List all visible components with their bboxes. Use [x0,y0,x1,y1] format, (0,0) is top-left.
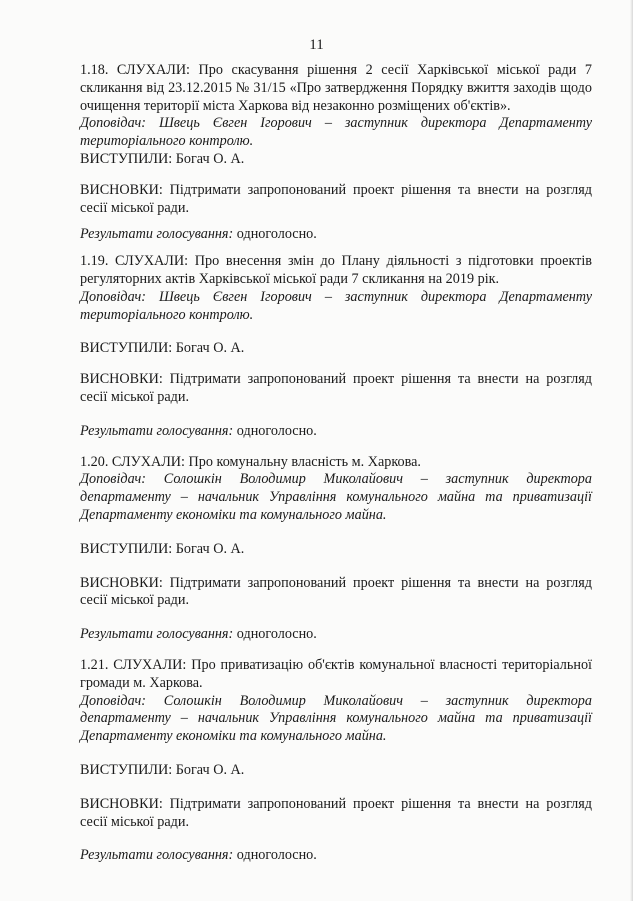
vote-value: одноголосно. [233,422,317,439]
vote-label: Результати голосування: [80,626,234,643]
vote-label: Результати голосування: [80,422,234,439]
conclusion-text: ВИСНОВКИ: Підтримати запропонований проект рішення та внести на розгляд сесії міської ради. [80,181,592,216]
heard-text: 1.21. СЛУХАЛИ: Про приватизацію об'єктів комунальної власності територіальної громади м. Харкова. [80,656,592,691]
heard-text: 1.20. СЛУХАЛИ: Про комунальну власність м. Харкова. [80,453,421,470]
page-number: 11 [309,37,324,53]
spoke-text: ВИСТУПИЛИ: Богач О. А. [80,761,245,778]
speaker-text: Доповідач: Швець Євген Ігорович – заступник директора Департаменту територіального контролю. [80,115,592,150]
vote-value: одноголосно. [233,226,317,243]
vote-result [80,423,592,441]
speaker-text: Доповідач: Солошкін Володимир Миколайович – заступник директора департаменту – начальник Управління комунального майна та приватизації Департаменту економіки та комунального майна. [80,471,592,523]
vote-result [80,626,592,644]
agenda-item-1-20 [80,454,592,644]
vote-value: одноголосно. [233,847,317,864]
spoke-text: ВИСТУПИЛИ: Богач О. А. [80,540,245,557]
vote-result [80,847,592,865]
vote-value: одноголосно. [233,626,317,643]
speaker-text: Доповідач: Солошкін Володимир Миколайович – заступник директора департаменту – начальник Управління комунального майна та приватизації Департаменту економіки та комунального майна. [80,692,592,745]
agenda-item-1-19 [80,253,592,440]
spoke-text: ВИСТУПИЛИ: Богач О. А. [80,150,245,167]
heard-text: 1.19. СЛУХАЛИ: Про внесення змін до Плану діяльності з підготовки проектів регуляторних актів Харківської міської ради 7 скликання на 2019 рік. [80,253,592,287]
vote-result [80,226,592,244]
agenda-item-1-21 [80,657,592,865]
speaker-text: Доповідач: Швець Євген Ігорович – заступник директора Департаменту територіального контролю. [80,288,592,323]
vote-label: Результати голосування: [80,847,234,864]
conclusion-text: ВИСНОВКИ: Підтримати запропонований проект рішення та внести на розгляд сесії міської ради. [80,574,592,609]
heard-text: 1.18. СЛУХАЛИ: Про скасування рішення 2 сесії Харківської міської ради 7 скликання від 23.12.2015 № 31/15 «Про затвердження Порядку вжиття заходів щодо очищення території міста Харкова від незаконно розміщених об'єктів». [80,62,592,114]
spoke-text: ВИСТУПИЛИ: Богач О. А. [80,340,245,357]
agenda-item-1-18 [80,62,592,244]
vote-label: Результати голосування: [80,226,234,243]
conclusion-text: ВИСНОВКИ: Підтримати запропонований проект рішення та внести на розгляд сесії міської ради. [80,371,592,405]
conclusion-text: ВИСНОВКИ: Підтримати запропонований проект рішення та внести на розгляд сесії міської ради. [80,795,592,830]
minutes-body [80,62,592,865]
